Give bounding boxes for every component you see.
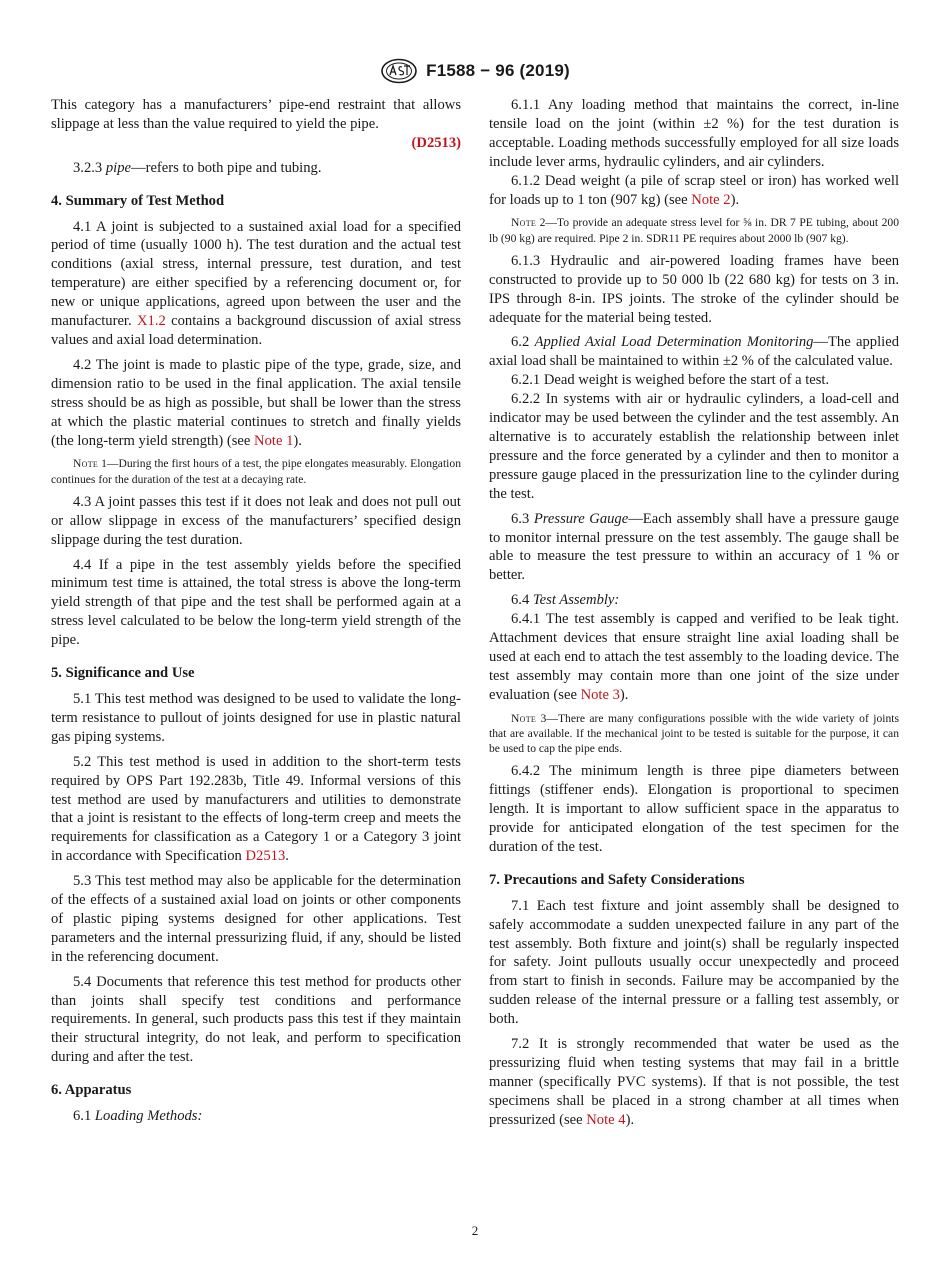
d2513-link[interactable]: (D2513) xyxy=(411,134,461,151)
x1-2-link[interactable]: X1.2 xyxy=(137,313,166,330)
paragraph-5-2: 5.2 This test method is used in addition to the short-term tests required by OPS Part 192.283b, Title 49. Informal versions of this test method are used by manufacturers and utilities to demonstrate that a joint is resistant to the effects of long-term creep and meets the requirements for classification as a Category 1 or a Category 3 joint in accordance with Specification D2513. xyxy=(51,753,461,865)
paragraph-6-2: 6.2 Applied Axial Load Determination Monitoring—The applied axial load shall be maintained to within ±2 % of the calculated value. xyxy=(489,334,899,370)
section-heading-4: 4. Summary of Test Method xyxy=(51,192,225,209)
paragraph-6-2-2: 6.2.2 In systems with air or hydraulic cylinders, a load-cell and indicator may be used between the cylinder and the test assembly. An alternative is to accurately establish the relationship between inlet pressure and the force generated by a cylinder and then to monitor a pressure gauge placed in the pressurization line to the cylinder during the test. xyxy=(489,391,899,502)
left-column xyxy=(51,96,461,1132)
paragraph-7-2: 7.2 It is strongly recommended that water be used as the pressurizing fluid when testing systems that may fail in a brittle manner (specifically PVC systems). If that is not possible, the test specimens shall be placed in a strong chamber at all times when pressurized (see Note 4). xyxy=(489,1036,899,1128)
loading-methods-title: Loading Methods: xyxy=(94,1108,203,1125)
section-heading-5: 5. Significance and Use xyxy=(51,665,195,682)
section-heading-7: 7. Precautions and Safety Considerations xyxy=(489,871,745,888)
term-pipe: pipe xyxy=(105,159,131,176)
note-1-link[interactable]: Note 1 xyxy=(254,432,294,449)
section-heading-6: 6. Apparatus xyxy=(51,1082,132,1099)
paragraph-6-3: 6.3 Pressure Gauge—Each assembly shall have a pressure gauge to monitor internal pressure on the test assembly. The gauge shall be able to measure the test pressure to within an accuracy of 1 % or better. xyxy=(489,510,900,584)
paragraph-5-3: 5.3 This test method may also be applicable for the determination of the effects of a sustained axial load on joints or other components of plastic piping systems designed for other applications. Test parameters and the internal pressurizing fluid, if any, should be listed in the referencing document. xyxy=(51,873,461,965)
paragraph-category-continuation: This category has a manufacturers’ pipe-end restraint that allows slippage at less than the value required to yield the pipe. xyxy=(51,97,461,132)
note-3: Note 3—There are many configurations possible with the wide variety of joints that are available. If the mechanical joint to be tested is suitable for the purpose, it can be used to cap the pipe ends. xyxy=(489,711,899,756)
right-column xyxy=(489,96,899,1136)
note-3-link[interactable]: Note 3 xyxy=(580,686,620,703)
paragraph-3-2-3: 3.2.3 pipe—refers to both pipe and tubing. xyxy=(73,159,322,176)
paragraph-4-1: 4.1 A joint is subjected to a sustained axial load for a specified period of time (usually 1000 h). The test duration and the actual test conditions (axial stress, internal pressure, test duration, and test temperature) are either specified by a referencing document or, for new or unique applications, agreed upon between the user and the manufacturer. X1.2 contains a background discussion of axial stress values and axial load determination. xyxy=(51,218,462,348)
note-4-link[interactable]: Note 4 xyxy=(586,1111,626,1128)
paragraph-4-3: 4.3 A joint passes this test if it does not leak and does not pull out or allow slippage in excess of the manufacturers’ specified design slippage during the test duration. xyxy=(51,493,461,548)
paragraph-4-2: 4.2 The joint is made to plastic pipe of the type, grade, size, and dimension ratio to be used in the final application. The axial tensile stress should be as high as possible, but shall be lower than the stress at which the plastic material continues to stretch and finally yields (the long-term yield strength) (see Note 1). xyxy=(51,356,461,449)
paragraph-6-2-1: 6.2.1 Dead weight is weighed before the start of a test. xyxy=(511,372,830,389)
d2513-link-2[interactable]: D2513 xyxy=(245,848,286,865)
note-2: Note 2—To provide an adequate stress level for ⅝ in. DR 7 PE tubing, about 200 lb (90 kg) are required. Pipe 2 in. SDR11 PE requires about 2000 lb (907 kg). xyxy=(489,216,900,245)
paragraph-7-1: 7.1 Each test fixture and joint assembly shall be designed to safely accommodate a sudden unexpected failure in any part of the test assembly. Both fixture and joint(s) shall be regularly inspected for safety. Joint pullouts usually occur unexpectedly and proceed from start to finish in seconds. Failure may be accompanied by the sudden release of the internal pressure or a falling test assembly, or both. xyxy=(489,897,899,1028)
paragraph-6-1-2: 6.1.2 Dead weight (a pile of scrap steel or iron) has worked well for loads up to 1 ton (907 kg) (see Note 2). xyxy=(489,172,899,208)
paragraph-6-4-1: 6.4.1 The test assembly is capped and verified to be leak tight. Attachment devices that ensure straight line axial loading shall be used at each end to attach the test assembly to the loading device. The test assembly may contain more than one joint of the size under evaluation (see Note 3). xyxy=(489,611,899,703)
paragraph-4-4: 4.4 If a pipe in the test assembly yields before the specified minimum test time is attained, the total stress is above the long-term yield strength of that pipe and the test shall be performed again at a stress level calculated to be below the long-term yield strength of the pipe. xyxy=(51,556,461,649)
astm-logo-icon xyxy=(380,58,418,84)
standard-designation: F1588 − 96 (2019) xyxy=(426,61,570,80)
page-number: 2 xyxy=(471,1223,479,1238)
paragraph-6-1: 6.1 Loading Methods: xyxy=(73,1108,203,1125)
pressure-gauge-title: Pressure Gauge xyxy=(533,510,629,527)
d2513-reference-line xyxy=(51,134,461,153)
paragraph-6-1-1: 6.1.1 Any loading method that maintains the correct, in-line tensile load on the joint (within ±2 %) for the test duration is acceptable. Loading methods successfully employed for all size loads include lever arms, hydraulic cylinders, and air cylinders. xyxy=(489,97,899,170)
paragraph-6-4: 6.4 Test Assembly: xyxy=(511,592,620,609)
paragraph-5-4: 5.4 Documents that reference this test method for products other than joints shall specify test conditions and performance requirements. In general, such products pass this test if they maintain their structural integrity, do not leak, and perform to specification during and after the test. xyxy=(51,973,461,1066)
paragraph-6-4-2: 6.4.2 The minimum length is three pipe diameters between fittings (stiffener ends). Elongation is proportional to specimen length. It is important to allow sufficient space in the apparatus to provide for anticipated elongation of the test specimen for the duration of the test. xyxy=(489,763,899,855)
page-header xyxy=(0,58,950,84)
note-1: Note 1—During the first hours of a test, the pipe elongates measurably. Elongation continues for the duration of the test at a decaying rate. xyxy=(51,457,461,486)
test-assembly-title: Test Assembly: xyxy=(532,592,620,609)
paragraph-6-1-3: 6.1.3 Hydraulic and air-powered loading frames have been constructed to provide up to 50 000 lb (22 680 kg) for tests on 3 in. IPS through 8-in. IPS joints. The stroke of the cylinder should be adequate for the material being tested. xyxy=(489,252,899,326)
paragraph-5-1: 5.1 This test method was designed to be used to validate the long-term resistance to pullout of joints designed for use in plastic natural gas piping systems. xyxy=(51,690,461,745)
axial-load-title: Applied Axial Load Determination Monitoring xyxy=(534,334,814,351)
note-2-link[interactable]: Note 2 xyxy=(691,191,731,208)
